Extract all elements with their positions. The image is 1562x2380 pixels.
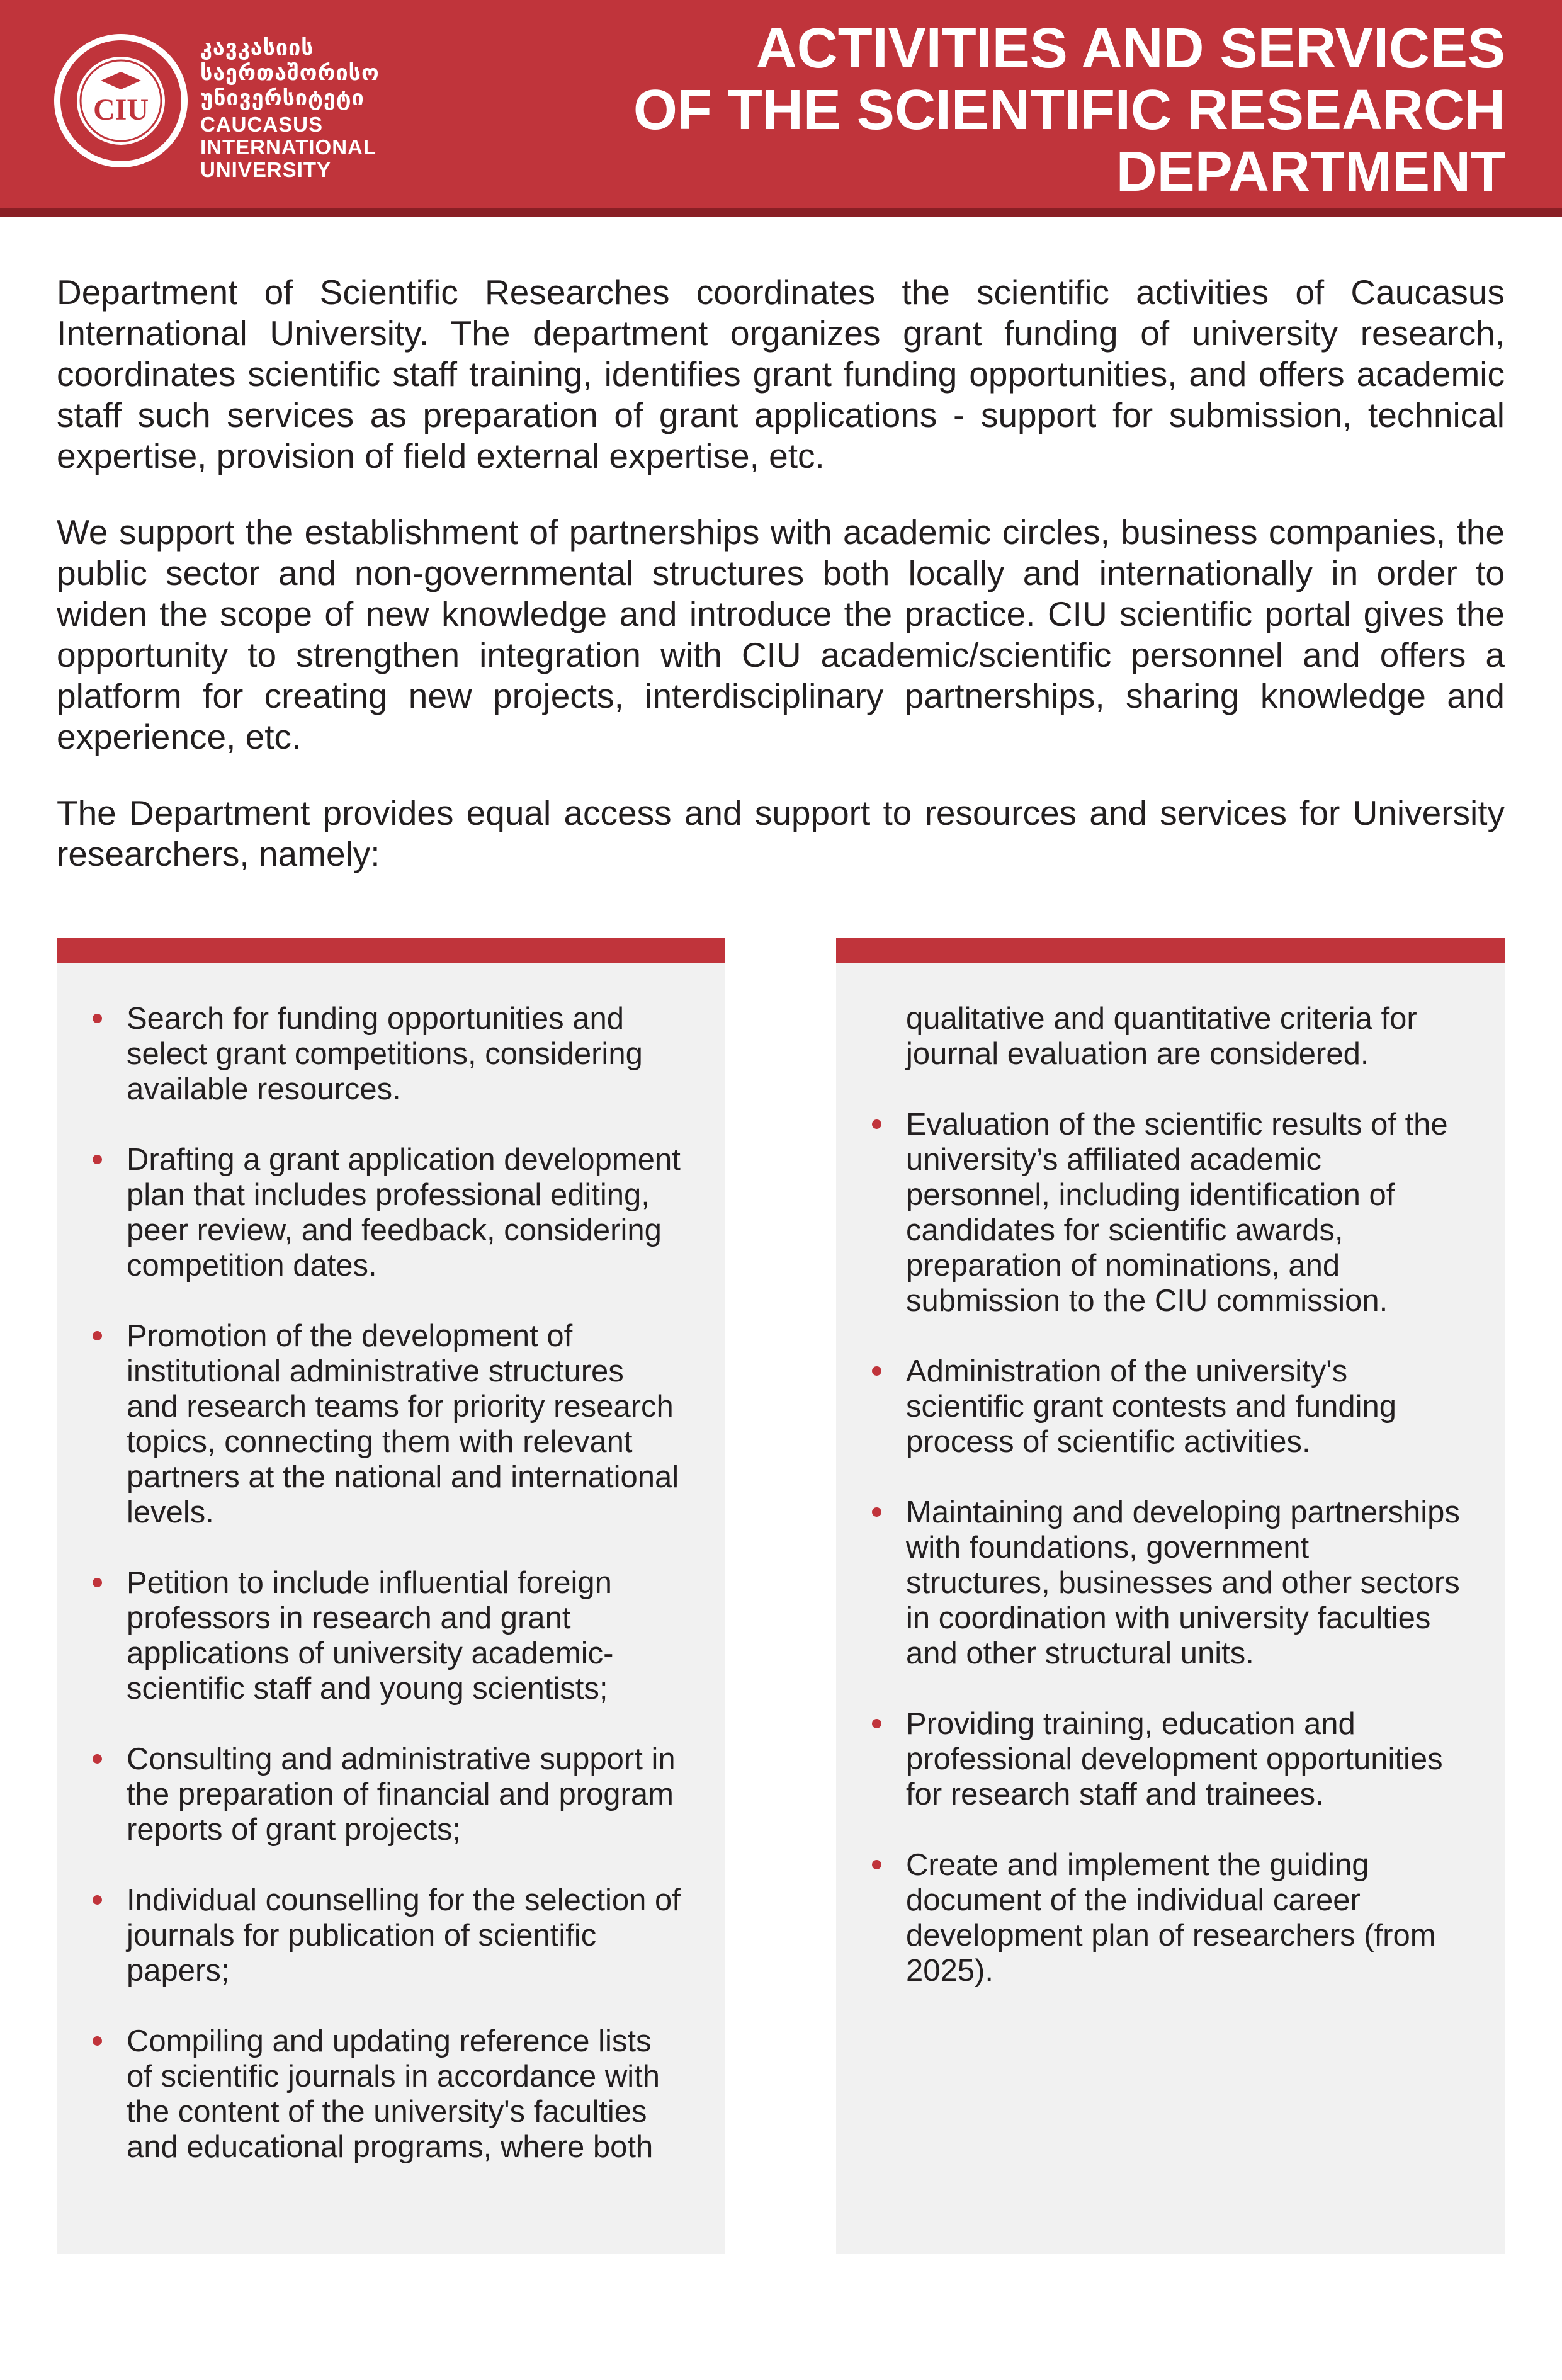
services-column-left xyxy=(57,938,725,2254)
logo-georgian-line2: საერთაშორისო xyxy=(200,60,380,86)
list-item-text: Individual counselling for the selection of journals for publication of scientific papers; xyxy=(127,1883,681,1988)
list-item-text: Maintaining and developing partnerships with foundations, government structures, businesses and other sectors in coordination with university faculties and other structural units. xyxy=(906,1495,1460,1670)
logo-georgian-line3: უნივერსიტეტი xyxy=(200,86,365,111)
list-item-text: Create and implement the guiding document of the individual career development plan of researchers (from 2025). xyxy=(906,1848,1436,1988)
university-emblem-icon xyxy=(52,31,190,170)
bullet-icon xyxy=(93,1754,102,1764)
intro-paragraph-1: Department of Scientific Researches coordinates the scientific activities of Caucasus International University. The department organizes grant funding of university research, coordinates scientific staff training, identifies grant funding opportunities, and offers academic staff such services as preparation of grant applications - support for submission, technical expertise, provision of field external expertise, etc. xyxy=(57,273,1505,475)
list-item xyxy=(836,1107,1505,1318)
list-item-text: Consulting and administrative support in the preparation of financial and program reports of grant projects; xyxy=(127,1742,676,1847)
logo-english-line2: INTERNATIONAL xyxy=(200,135,377,159)
bullet-icon xyxy=(872,1507,881,1517)
list-item xyxy=(836,1354,1505,1459)
list-item-continuation: qualitative and quantitative criteria for journal evaluation are considered. xyxy=(906,1002,1417,1071)
list-item xyxy=(57,1001,725,1107)
title-line-1: ACTIVITIES AND SERVICES xyxy=(756,17,1505,80)
services-column-right xyxy=(836,938,1505,2254)
bullet-icon xyxy=(872,1366,881,1376)
bullet-icon xyxy=(872,1719,881,1728)
list-item xyxy=(57,2024,725,2165)
intro-paragraph-3: The Department provides equal access and support to resources and services for University researchers, namely: xyxy=(57,793,1505,873)
list-item xyxy=(836,1495,1505,1671)
logo-wordmark xyxy=(200,35,380,181)
header-divider xyxy=(0,208,1562,217)
list-item xyxy=(57,1742,725,1847)
bullet-icon xyxy=(872,1860,881,1869)
bullet-icon xyxy=(93,1014,102,1023)
list-item xyxy=(57,1883,725,1988)
logo-english-line1: CAUCASUS xyxy=(200,113,324,136)
list-item xyxy=(57,1142,725,1283)
page-title xyxy=(561,18,1505,203)
services-list-right xyxy=(836,1001,1505,2024)
list-item-text: Compiling and updating reference lists of scientific journals in accordance with the content of the university's faculties and educational programs, where both xyxy=(127,2024,660,2164)
title-line-3: DEPARTMENT xyxy=(1116,140,1505,203)
bullet-icon xyxy=(93,1578,102,1587)
list-item-text: Drafting a grant application development plan that includes professional editing, peer review, and feedback, considering competition dates. xyxy=(127,1143,681,1283)
list-item xyxy=(836,1706,1505,1812)
bullet-icon xyxy=(93,2036,102,2046)
list-item-text: Promotion of the development of institutional administrative structures and research teams for priority research topics, connecting them with relevant partners at the national and international levels. xyxy=(127,1319,679,1529)
emblem-initials: CIU xyxy=(93,93,149,127)
list-item-text: Administration of the university's scientific grant contests and funding process of scientific activities. xyxy=(906,1354,1397,1459)
list-item-text: Evaluation of the scientific results of the university’s affiliated academic personnel, including identification of candidates for scientific awards, preparation of nominations, and submission to the CIU commission. xyxy=(906,1108,1448,1318)
logo-georgian-line1: კავკასიის xyxy=(200,35,314,60)
column-accent-bar xyxy=(836,938,1505,963)
bullet-icon xyxy=(872,1119,881,1129)
bullet-icon xyxy=(93,1331,102,1340)
list-item-text: Search for funding opportunities and select grant competitions, considering available resources. xyxy=(127,1002,643,1106)
title-line-2: OF THE SCIENTIFIC RESEARCH xyxy=(633,79,1505,142)
column-accent-bar xyxy=(57,938,725,963)
list-item xyxy=(836,1847,1505,1988)
services-list-left xyxy=(57,1001,725,2200)
header-banner xyxy=(0,0,1562,208)
intro-paragraph-2: We support the establishment of partnerships with academic circles, business companies, the public sector and non-governmental structures both locally and internationally in order to widen the scope of new knowledge and introduce the practice. CIU scientific portal gives the opportunity to strengthen integration with CIU academic/scientific personnel and offers a platform for creating new projects, interdisciplinary partnerships, sharing knowledge and experience, etc. xyxy=(57,513,1505,756)
bullet-icon xyxy=(93,1895,102,1905)
list-item-text: Providing training, education and professional development opportunities for research staff and trainees. xyxy=(906,1707,1443,1811)
list-item xyxy=(57,1565,725,1706)
university-logo xyxy=(52,31,455,181)
intro-text xyxy=(57,272,1505,910)
list-item-text: Petition to include influential foreign professors in research and grant applications of university academic-scientific staff and young scientists; xyxy=(127,1566,614,1706)
logo-english-line3: UNIVERSITY xyxy=(200,158,332,181)
list-item xyxy=(57,1318,725,1530)
bullet-icon xyxy=(93,1155,102,1164)
